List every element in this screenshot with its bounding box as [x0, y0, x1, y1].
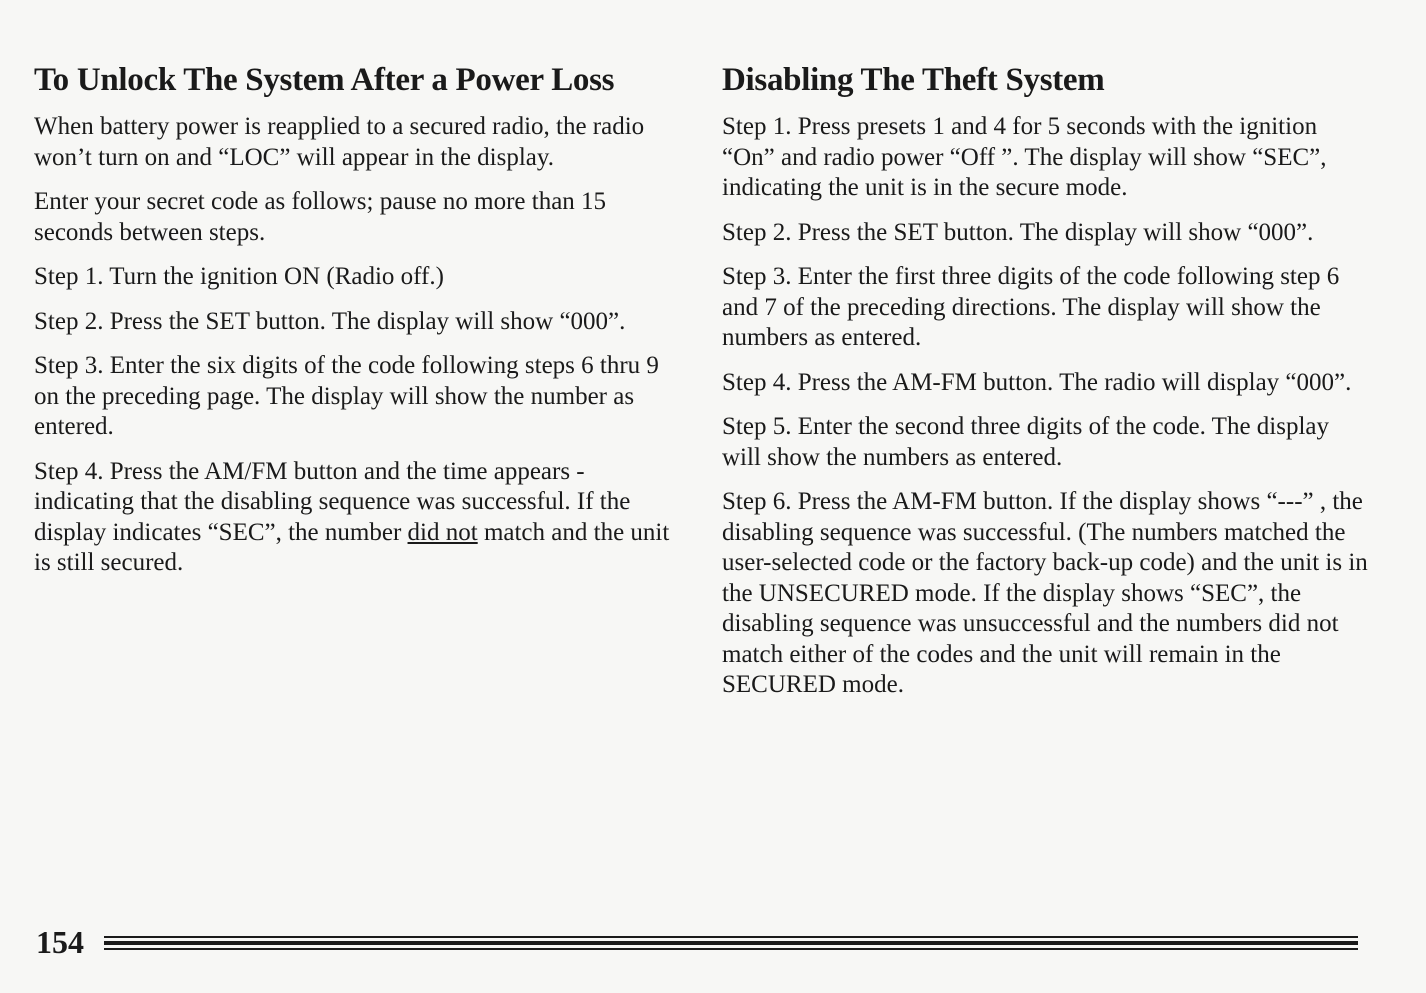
right-column — [722, 58, 1372, 715]
disable-step-5-text: Step 5. Enter the second three digits of the code. The display will show the numbers as entered. — [722, 413, 1330, 471]
footer-rule-thin-bottom — [104, 948, 1358, 950]
disable-step-2-text: Step 2. Press the SET button. The display will show “000”. — [722, 218, 1314, 246]
underlined-did-not: did not — [407, 518, 478, 546]
section-heading-disabling: Disabling The Theft System — [722, 62, 1105, 98]
step-4-text-end: match and the unit is still secured. — [34, 518, 670, 576]
step-2-text: Step 2. Press the SET button. The display will show “000”. — [34, 307, 626, 335]
step-1-text: Step 1. Turn the ignition ON (Radio off.) — [34, 263, 444, 290]
paragraph-enter-code: Enter your secret code as follows; pause no more than 15 seconds between steps. — [34, 188, 607, 246]
step-4-text-start: Step 4. Press the AM/FM button and the time appears - indicating that the disabling sequence was successful. If the display indicates “SEC”, the number — [34, 457, 631, 546]
disable-step-1-text: Step 1. Press presets 1 and 4 for 5 seconds with the ignition “On” and radio power “Off ”. The display will show “SEC”, indicating the unit is in the secure mode. — [722, 113, 1327, 201]
disable-step-4-text: Step 4. Press the AM-FM button. The radio will display “000”. — [722, 368, 1352, 396]
section-heading-unlock: To Unlock The System After a Power Loss — [34, 62, 615, 98]
left-column — [34, 58, 674, 593]
disable-step-6-text: Step 6. Press the AM-FM button. If the display shows “---” , the disabling sequence was successful. (The numbers matched the user-selected code or the factory back-up code) and the unit is in the UNSECURED mode. If the display shows “SEC”, the disabling sequence was unsuccessful and the numbers did not match either of the codes and the unit will remain in the SECURED mode. — [722, 488, 1368, 698]
step-4-text — [34, 457, 674, 579]
footer-rule-thick — [104, 941, 1358, 945]
disable-step-3-text: Step 3. Enter the first three digits of the code following step 6 and 7 of the preceding directions. The display will show the numbers as entered. — [722, 263, 1340, 351]
page-footer — [36, 922, 1358, 962]
footer-rule-thin-top — [104, 936, 1358, 938]
paragraph-intro: When battery power is reapplied to a secured radio, the radio won’t turn on and “LOC” will appear in the display. — [34, 113, 645, 171]
page-number: 154 — [36, 924, 84, 960]
step-3-text: Step 3. Enter the six digits of the code following steps 6 thru 9 on the preceding page. The display will show the number as entered. — [34, 352, 659, 440]
